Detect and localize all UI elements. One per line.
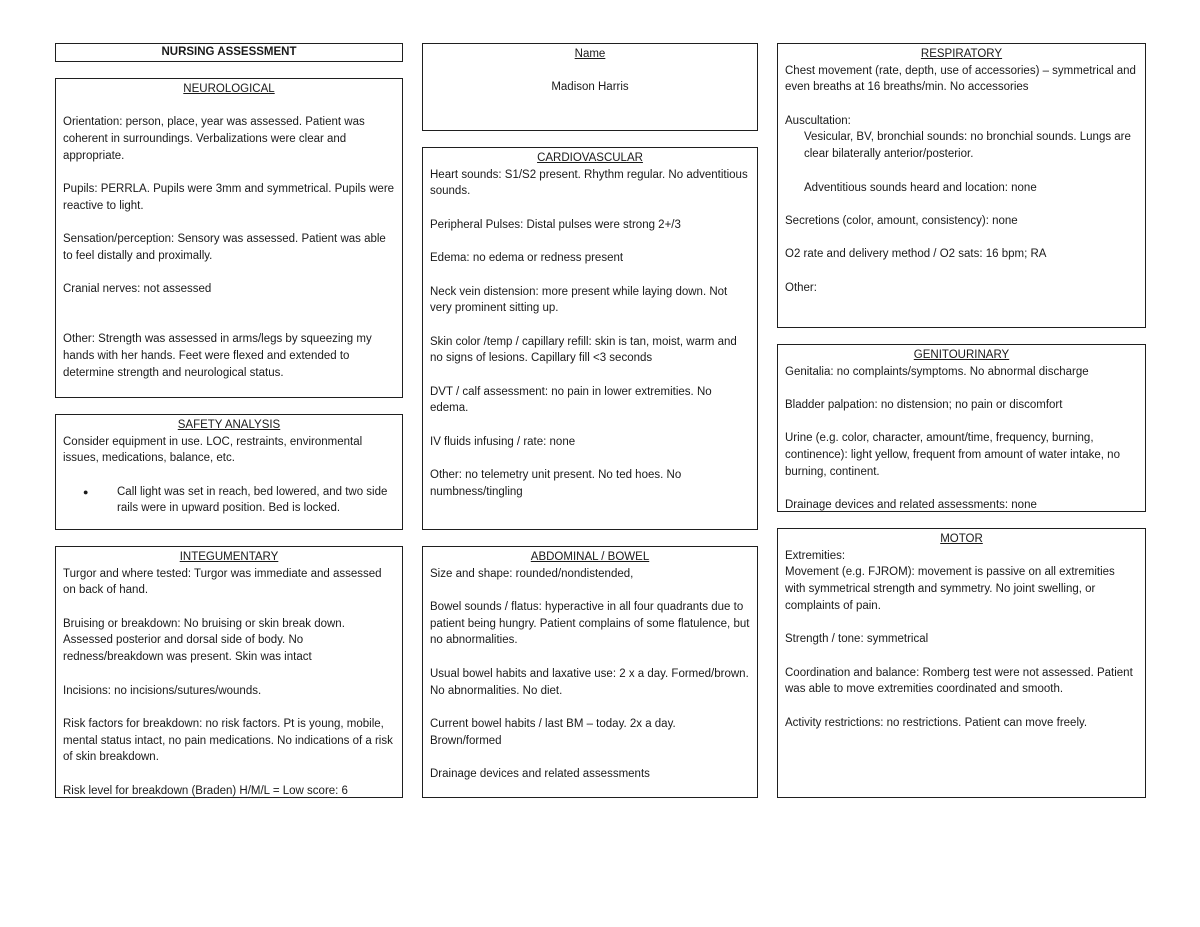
genitourinary-section bbox=[777, 344, 1146, 512]
nursing-assessment-header bbox=[55, 43, 403, 62]
neuro-orientation: Orientation: person, place, year was assessed. Patient was coherent in surroundings. Verbalizations were clear and appropriate. bbox=[63, 116, 365, 162]
resp-vesicular-text: Vesicular, BV, bronchial sounds: no bronchial sounds. Lungs are clear bilaterally anterior/posterior. bbox=[804, 131, 1131, 161]
neuro-cranial-nerves: Cranial nerves: not assessed bbox=[63, 283, 212, 296]
motor-activity: Activity restrictions: no restrictions. Patient can move freely. bbox=[785, 716, 1088, 729]
cardio-neck-vein: Neck vein distension: more present while laying down. Not very prominent sitting up. bbox=[430, 285, 728, 315]
resp-adventitious: Adventitious sounds heard and location: none bbox=[804, 181, 1037, 194]
name-section bbox=[422, 43, 758, 131]
cardio-heart-sounds: Heart sounds: S1/S2 present. Rhythm regular. No adventitious sounds. bbox=[430, 168, 748, 198]
bullet-icon: ● bbox=[83, 486, 89, 497]
neurological-title: NEUROLOGICAL bbox=[183, 83, 275, 95]
motor-movement: Movement (e.g. FJROM): movement is passive on all extremities with symmetrical strength and symmetry. No joint swelling, or complaints of pain. bbox=[785, 566, 1115, 612]
integ-risk-level: Risk level for breakdown (Braden) H/M/L = Low score: 6 bbox=[63, 784, 348, 797]
cardio-pulses: Peripheral Pulses: Distal pulses were strong 2+/3 bbox=[430, 218, 681, 231]
motor-strength: Strength / tone: symmetrical bbox=[785, 633, 929, 646]
integ-risk-factors: Risk factors for breakdown: no risk factors. Pt is young, mobile, mental status intact, no pain medications. No indications of a risk of skin breakdown. bbox=[63, 717, 393, 764]
resp-other: Other: bbox=[785, 281, 817, 294]
integ-turgor: Turgor and where tested: Turgor was immediate and assessed on back of hand. bbox=[63, 567, 382, 597]
abdominal-bowel-section bbox=[422, 546, 758, 798]
resp-vesicular bbox=[785, 129, 1138, 162]
resp-chest-movement: Chest movement (rate, depth, use of accessories) – symmetrical and even breaths at 16 breaths/min. No accessories bbox=[785, 64, 1136, 94]
resp-auscultation-label: Auscultation: bbox=[785, 114, 851, 127]
motor-section bbox=[777, 528, 1146, 798]
respiratory-section bbox=[777, 43, 1146, 328]
abd-size-shape: Size and shape: rounded/nondistended, bbox=[430, 567, 634, 580]
neuro-pupils: Pupils: PERRLA. Pupils were 3mm and symmetrical. Pupils were reactive to light. bbox=[63, 183, 395, 212]
safety-bullet-item bbox=[83, 484, 395, 517]
abd-bowel-sounds: Bowel sounds / flatus: hyperactive in all four quadrants due to patient being hungry. Patient complains of some flatulence, but no abnormalities. bbox=[430, 601, 750, 647]
resp-secretions: Secretions (color, amount, consistency): none bbox=[785, 214, 1018, 227]
neuro-sensation: Sensation/perception: Sensory was assessed. Patient was able to feel distally and proximally. bbox=[63, 233, 386, 262]
respiratory-title: RESPIRATORY bbox=[920, 48, 1003, 60]
safety-title: SAFETY ANALYSIS bbox=[177, 419, 281, 431]
motor-coordination: Coordination and balance: Romberg test were not assessed. Patient was able to move extremities coordinated and smooth. bbox=[785, 666, 1133, 696]
abdominal-title: ABDOMINAL / BOWEL bbox=[530, 551, 650, 563]
neuro-other: Other: Strength was assessed in arms/legs by squeezing my hands with her hands. Feet were flexed and extended to determine strength and neurological status. bbox=[63, 333, 372, 379]
gu-drainage: Drainage devices and related assessments: none bbox=[785, 499, 1037, 512]
cardio-other: Other: no telemetry unit present. No ted hoes. No numbness/tingling bbox=[430, 469, 682, 498]
motor-extremities: Extremities: bbox=[785, 549, 846, 562]
genitourinary-title: GENITOURINARY bbox=[913, 349, 1010, 361]
integ-bruising: Bruising or breakdown: No bruising or skin break down. Assessed posterior and dorsal side of body. No redness/breakdown was present. Skin was intact bbox=[63, 617, 345, 664]
integumentary-title: INTEGUMENTARY bbox=[179, 551, 279, 563]
patient-name: Madison Harris bbox=[551, 80, 629, 93]
resp-o2: O2 rate and delivery method / O2 sats: 16 bpm; RA bbox=[785, 248, 1047, 261]
cardiovascular-title: CARDIOVASCULAR bbox=[537, 152, 643, 164]
safety-bullet-text: Call light was set in reach, bed lowered, and two side rails were in upward position. Bed is locked. bbox=[117, 485, 388, 515]
gu-genitalia: Genitalia: no complaints/symptoms. No abnormal discharge bbox=[785, 365, 1089, 378]
abd-current-habits: Current bowel habits / last BM – today. 2x a day. Brown/formed bbox=[430, 717, 676, 747]
cardio-dvt: DVT / calf assessment: no pain in lower extremities. No edema. bbox=[430, 385, 712, 415]
integumentary-section bbox=[55, 546, 403, 798]
name-label: Name bbox=[574, 48, 606, 60]
integ-incisions: Incisions: no incisions/sutures/wounds. bbox=[63, 684, 262, 697]
safety-analysis-section bbox=[55, 414, 403, 530]
gu-urine: Urine (e.g. color, character, amount/time, frequency, burning, continence): light yellow, frequent from amount of water intake, no burning, continent. bbox=[785, 432, 1120, 478]
cardiovascular-section bbox=[422, 147, 758, 530]
gu-bladder: Bladder palpation: no distension; no pain or discomfort bbox=[785, 399, 1063, 412]
document-title: NURSING ASSESSMENT bbox=[161, 46, 297, 58]
abd-drainage: Drainage devices and related assessments bbox=[430, 768, 650, 781]
safety-consider: Consider equipment in use. LOC, restraints, environmental issues, medications, balance, etc. bbox=[63, 435, 363, 465]
cardio-edema: Edema: no edema or redness present bbox=[430, 252, 624, 265]
cardio-skin: Skin color /temp / capillary refill: skin is tan, moist, warm and no signs of lesions. Capillary fill <3 seconds bbox=[430, 335, 737, 365]
neurological-section bbox=[55, 78, 403, 398]
abd-usual-habits: Usual bowel habits and laxative use: 2 x a day. Formed/brown. No abnormalities. No diet. bbox=[430, 667, 749, 697]
cardio-iv-fluids: IV fluids infusing / rate: none bbox=[430, 435, 576, 448]
motor-title: MOTOR bbox=[940, 533, 983, 545]
